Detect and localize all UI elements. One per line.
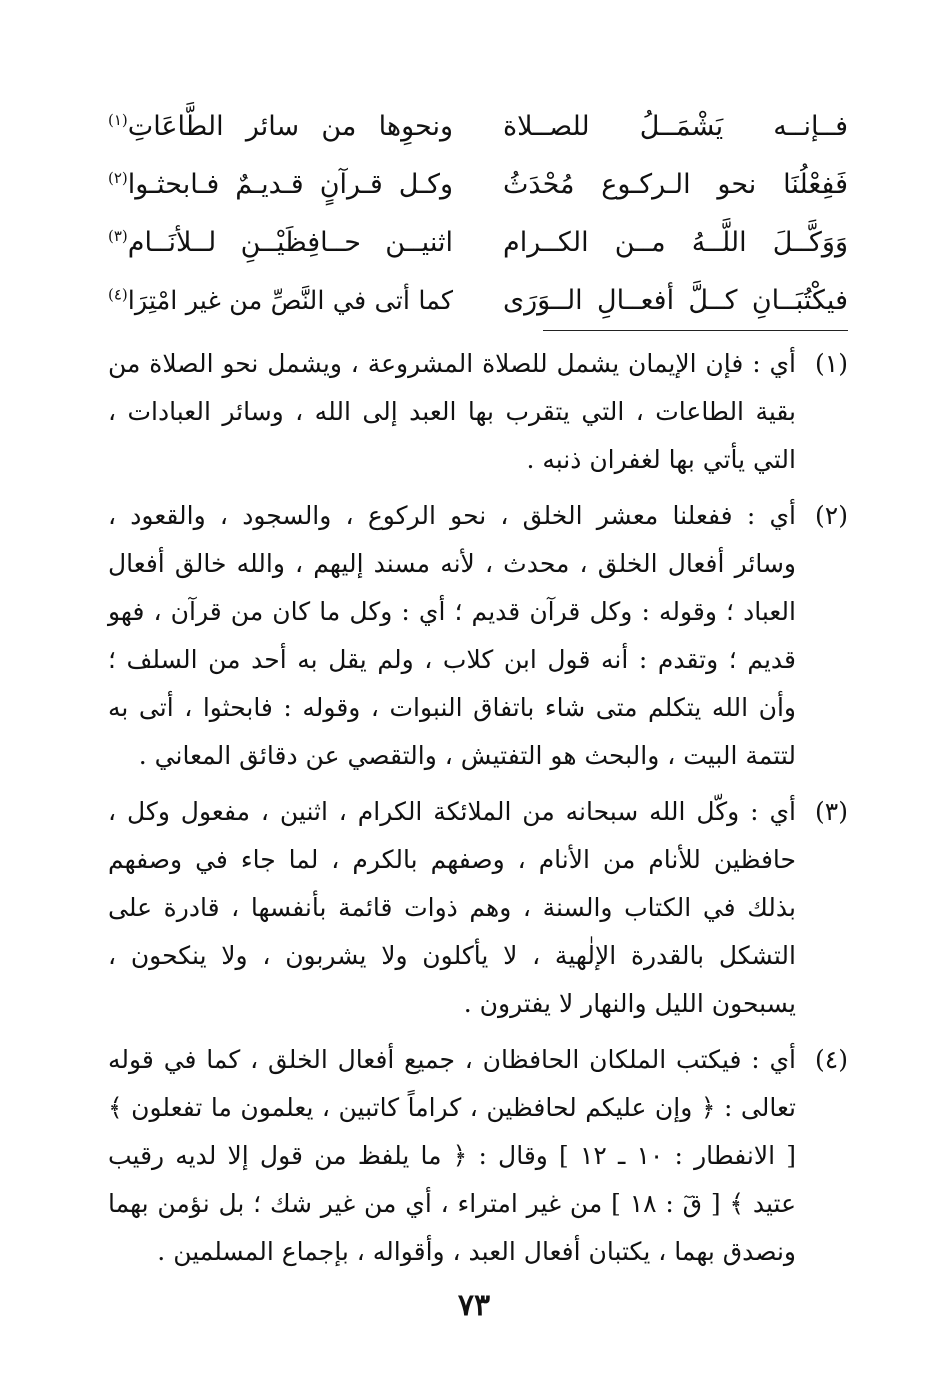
footnote-line: التي يأتي بها لغفران ذنبه . — [526, 445, 796, 474]
footnote-line: وسائر أفعال الخلق ، محدث ، لأنه مسند إليهم ، والله خالق أفعال — [108, 549, 796, 578]
verse-2-second-hemistich — [108, 156, 453, 214]
verse-3 — [108, 214, 848, 272]
footnote-ref-2: (٢) — [108, 169, 128, 187]
verse-1 — [108, 98, 848, 156]
footnote-separator-rule — [543, 330, 848, 331]
verse-1-second-text: ونحوِها من سائر الطَّاعَاتِ — [127, 111, 453, 142]
footnote-4 — [108, 1036, 848, 1276]
footnote-number: (٣) — [815, 797, 848, 826]
footnote-1 — [108, 340, 848, 484]
footnote-line: حافظين للأنام من الأنام ، وصفهم بالكرم ، لما جاء في وصفهم — [108, 845, 796, 874]
verse-3-second-text: اثنيــن حــافِظَيْــنِ لــلأنَــام — [127, 227, 453, 258]
verse-4-first-hemistich: فيكْتُبَــانِ كــلَّ أفعــالِ الــوَرَى — [503, 285, 848, 316]
footnote-line: العباد ؛ وقوله : وكل قرآن قديم ؛ أي : وكل ما كان من قرآن ، فهو — [108, 597, 796, 626]
footnote-line: يسبحون الليل والنهار لا يفترون . — [463, 989, 796, 1018]
footnote-line: التشكل بالقدرة الإلٰهية ، لا يأكلون ولا يشربون ، ولا ينكحون ، — [108, 941, 796, 970]
footnote-number: (١) — [815, 349, 848, 378]
verse-4 — [108, 272, 848, 330]
verse-3-second-hemistich — [108, 214, 453, 272]
footnote-line: وأن الله يتكلم متى شاء باتفاق النبوات ، وقوله : فابحثوا ، أتى به — [108, 693, 796, 722]
verse-2-first-hemistich: فَفِعْلُنَا نحو الـركـوع مُحْدَثُ — [503, 169, 848, 200]
footnote-line: قديم ؛ وتقدم : أنه قول ابن كلاب ، ولم يقل به أحد من السلف ؛ — [108, 645, 796, 674]
footnote-line: أي : ففعلنا معشر الخلق ، نحو الركوع ، والسجود ، والقعود ، — [108, 501, 796, 530]
footnote-line: تعالى : ﴿ وإن عليكم لحافظين ، كراماً كاتبين ، يعلمون ما تفعلون ﴾ — [108, 1093, 796, 1122]
footnote-line: [ الانفطار : ١٠ ـ ١٢ ] وقال : ﴿ ما يلفظ من قول إلا لديه رقيب — [108, 1141, 796, 1170]
poem-verses — [108, 98, 848, 330]
footnote-line: أي : فيكتب الملكان الحافظان ، جميع أفعال الخلق ، كما في قوله — [108, 1045, 796, 1074]
footnote-2 — [108, 492, 848, 780]
footnote-line: لتتمة البيت ، والبحث هو التفتيش ، والتقصي عن دقائق المعاني . — [138, 741, 796, 770]
verse-4-second-text: كما أتى في النَّصِّ من غير امْتِرَا — [127, 286, 453, 316]
footnote-line: عتيد ﴾ [ قٓ : ١٨ ] من غير امتراء ، أي من غير شك ؛ بل نؤمن بهما — [108, 1189, 796, 1218]
verse-3-first-hemistich: وَوَكَّــلَ اللَّــهُ مــن الكــرام — [503, 227, 848, 258]
footnote-line: بذلك في الكتاب والسنة ، وهم ذوات قائمة بأنفسها ، قادرة على — [108, 893, 796, 922]
footnote-line: أي : فإن الإيمان يشمل للصلاة المشروعة ، ويشمل نحو الصلاة من — [108, 349, 796, 378]
footnote-ref-4: (٤) — [108, 285, 128, 304]
footnote-number: (٤) — [815, 1045, 848, 1074]
footnote-line: بقية الطاعات ، التي يتقرب بها العبد إلى الله ، وسائر العبادات ، — [108, 397, 796, 426]
verse-4-second-hemistich — [108, 272, 453, 330]
verse-2-second-text: وكـل قـرآنٍ قـديـمٌ فـابحثـوا — [127, 169, 453, 200]
footnote-line: ونصدق بهما ، يكتبان أفعال العبد ، وأقواله ، بإجماع المسلمين . — [157, 1237, 796, 1266]
page-number: ٧٣ — [457, 1288, 491, 1323]
verse-2 — [108, 156, 848, 214]
footnote-line: أي : وكّل الله سبحانه من الملائكة الكرام ، اثنين ، مفعول وكل ، — [108, 797, 796, 826]
verse-1-first-hemistich: فــإنــه يَشْمَــلُ للصــلاة — [503, 111, 848, 142]
footnote-number: (٢) — [815, 501, 848, 530]
footnote-ref-1: (١) — [108, 111, 128, 129]
verse-1-second-hemistich — [108, 98, 453, 156]
footnote-ref-3: (٣) — [108, 227, 128, 245]
footnotes-section — [108, 340, 848, 1284]
footnote-3 — [108, 788, 848, 1028]
